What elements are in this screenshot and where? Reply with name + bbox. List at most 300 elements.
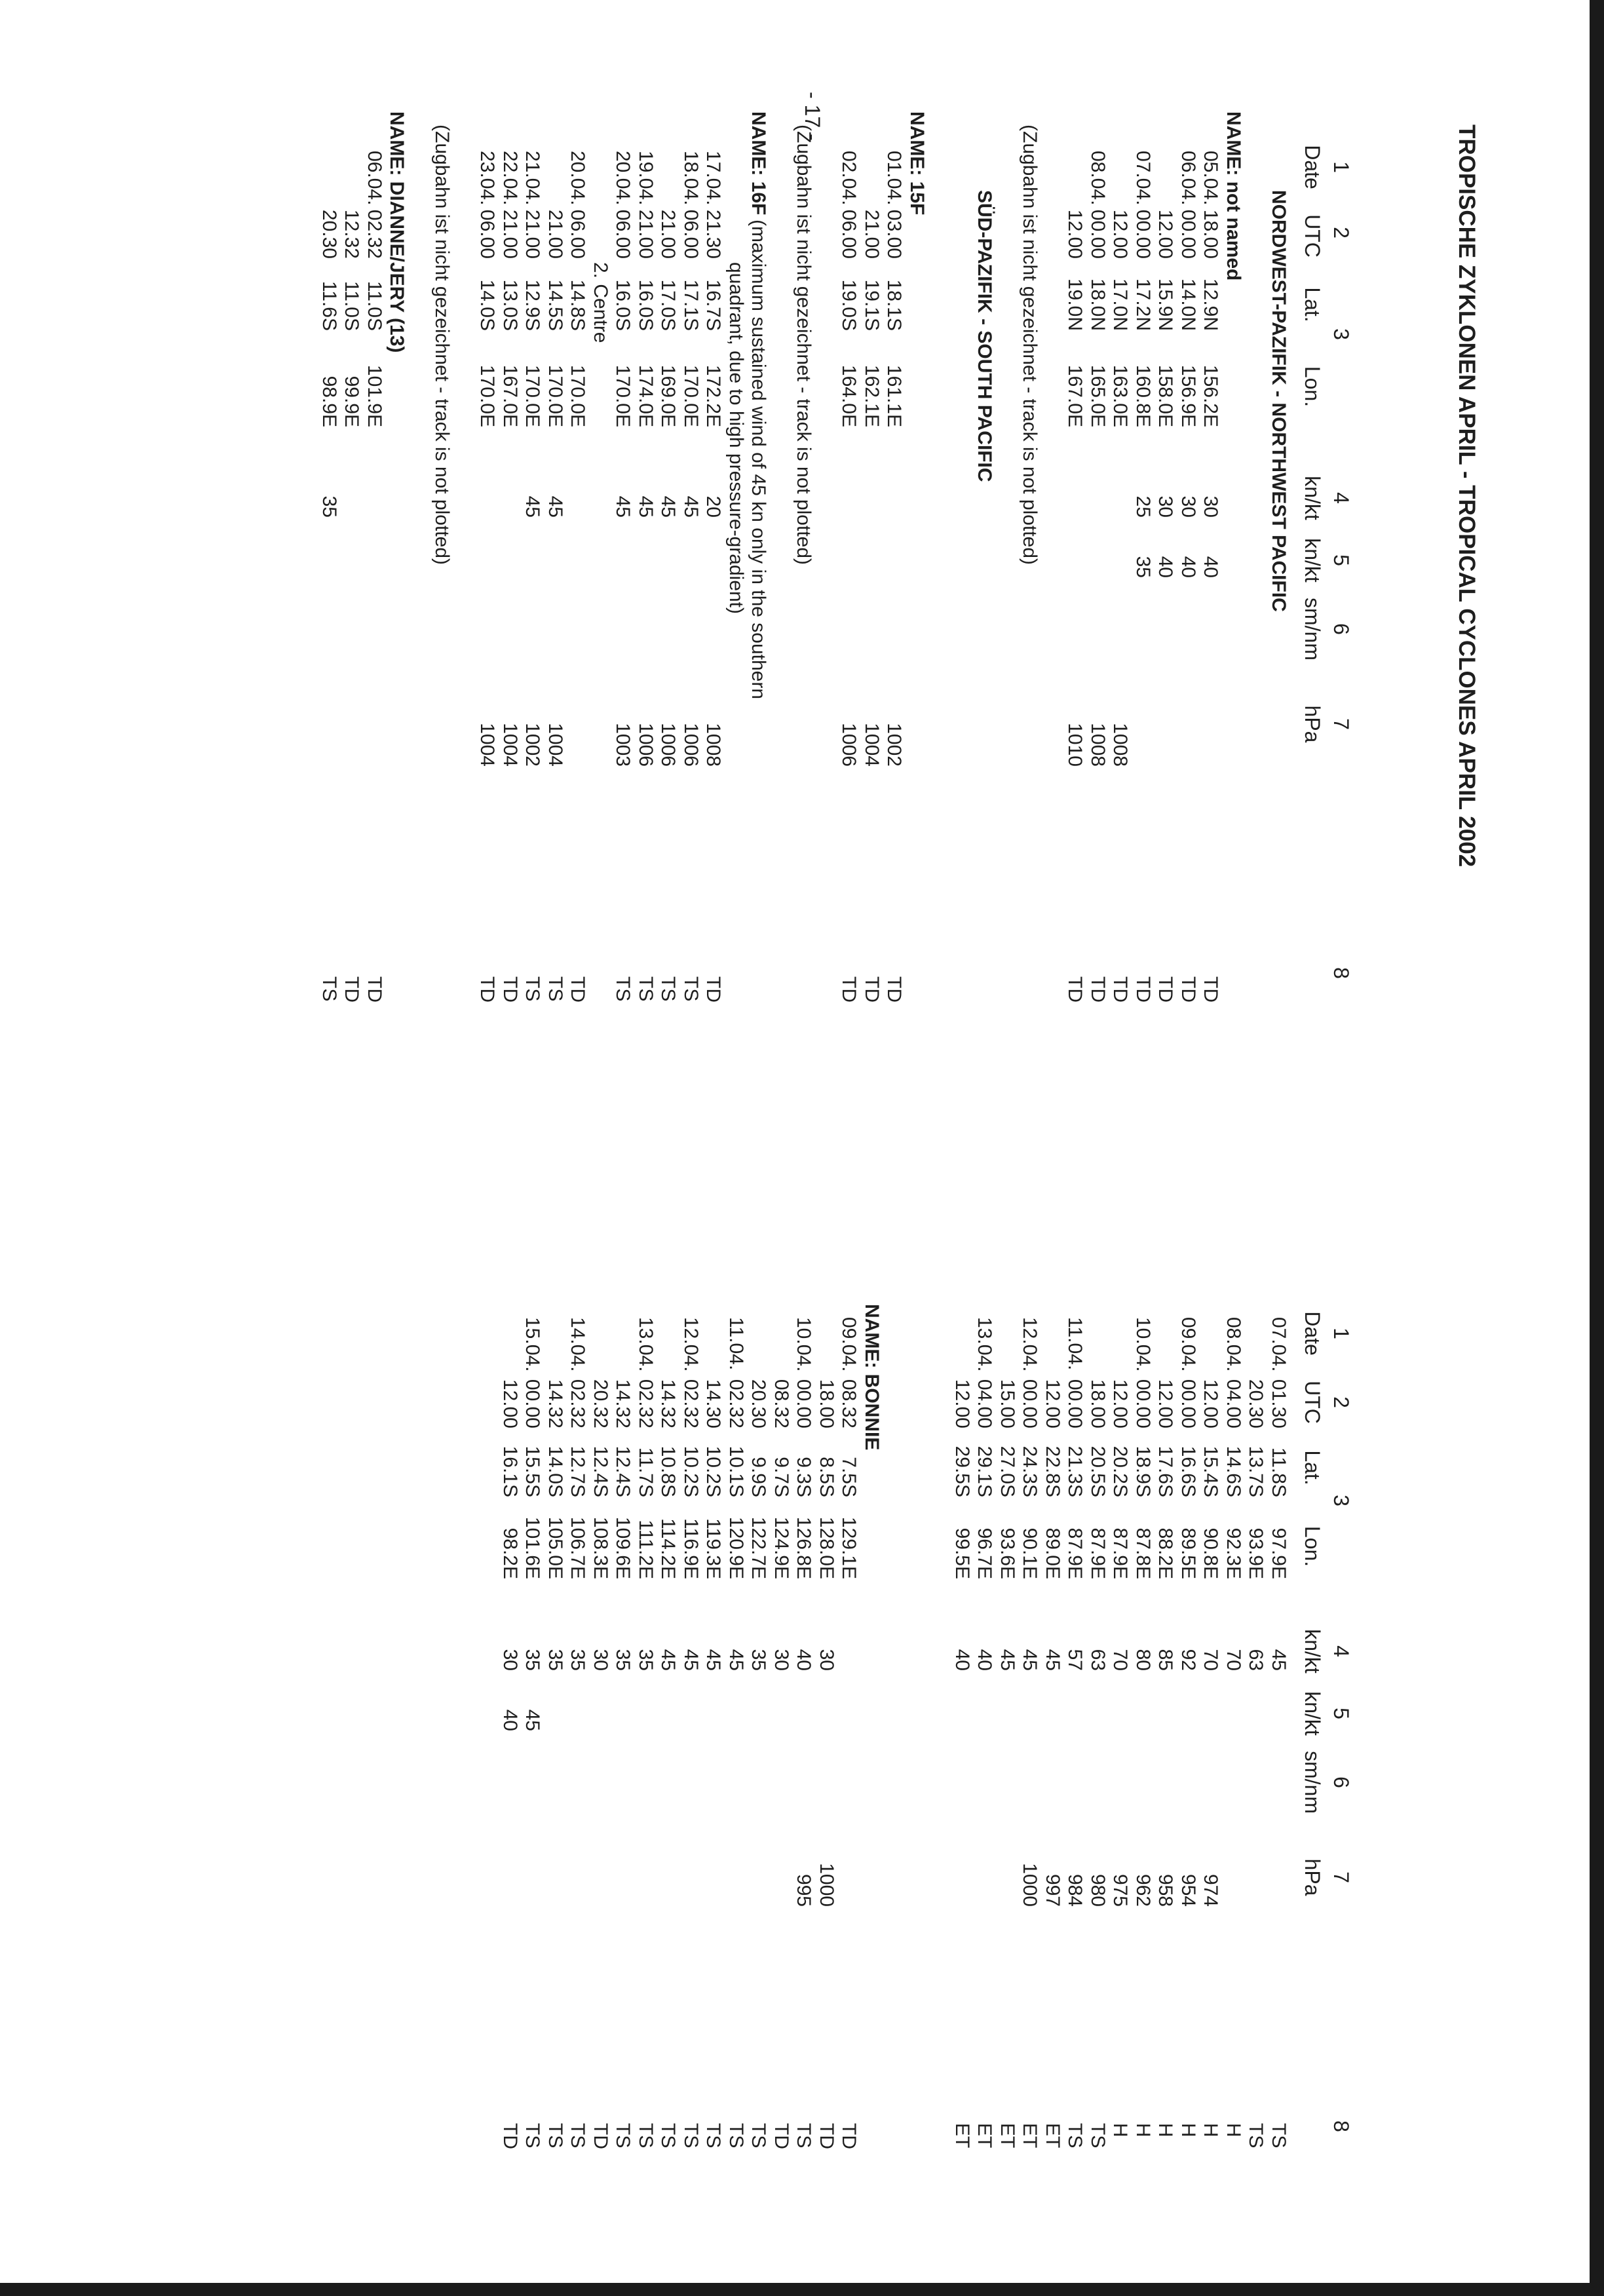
- blank-line: [928, 1153, 951, 2296]
- table-cell: TS: [680, 976, 702, 1002]
- table-cell: 02.32: [725, 1379, 747, 1428]
- table-cell: 1000: [816, 1863, 837, 1907]
- table-cell: 02.32: [680, 1379, 702, 1428]
- table-row: [476, 0, 499, 1127]
- table-cell: 10.2S: [702, 1445, 725, 1497]
- table-cell: TD: [499, 976, 521, 1003]
- table-cell: 16.0S: [612, 279, 634, 331]
- column-number: 7: [1329, 1871, 1353, 1883]
- table-row: [1086, 1153, 1109, 2296]
- cyclone-name: NAME: DIANNE/JERY (13): [386, 111, 408, 353]
- table-row: [657, 0, 679, 1127]
- table-cell: 92: [1177, 1649, 1199, 1671]
- table-cell: 111.2E: [635, 1520, 657, 1579]
- blank-line: [928, 0, 951, 1127]
- track-note: (Zugbahn ist nicht gezeichnet - track is not plotted): [793, 124, 815, 565]
- table-cell: 21.00: [544, 209, 566, 259]
- table-cell: TS: [612, 2123, 634, 2149]
- table-cell: 10.1S: [725, 1445, 747, 1497]
- table-cell: TD: [1087, 976, 1109, 1003]
- table-cell: 02.32: [635, 1379, 657, 1428]
- table-cell: H: [1132, 2123, 1154, 2137]
- table-cell: 10.2S: [680, 1445, 702, 1497]
- table-cell: H: [1155, 2123, 1177, 2137]
- table-cell: 63: [1087, 1649, 1109, 1671]
- table-row: [1109, 1153, 1132, 2296]
- table-cell: 30: [590, 1649, 611, 1671]
- table-cell: 17.6S: [1155, 1445, 1177, 1497]
- table-row: [1154, 0, 1177, 1127]
- table-cell: 9.7S: [771, 1457, 792, 1497]
- table-cell: 156.2E: [1200, 364, 1222, 427]
- table-cell: 08.32: [838, 1379, 860, 1428]
- table-row: [747, 1153, 770, 2296]
- table-cell: 90.1E: [1019, 1527, 1041, 1579]
- table-cell: ET: [974, 2123, 996, 2149]
- table-cell: 98.2E: [499, 1527, 521, 1579]
- table-cell: 120.9E: [725, 1516, 747, 1579]
- table-cell: 99.9E: [341, 375, 363, 427]
- table-cell: 57: [1064, 1649, 1086, 1671]
- table-cell: TS: [1087, 2123, 1109, 2149]
- text-line: [1267, 0, 1290, 1127]
- cyclone-name: NAME: 15F: [906, 111, 928, 216]
- table-cell: 105.0E: [544, 1516, 566, 1579]
- table-cell: 1002: [522, 723, 544, 767]
- table-cell: ET: [951, 2123, 973, 2149]
- table-cell: TD: [1177, 976, 1199, 1003]
- table-cell: 10.04.: [1132, 1317, 1154, 1372]
- column-number: 1: [1329, 1328, 1353, 1339]
- table-cell: 160.8E: [1132, 364, 1154, 427]
- table-row: [499, 1153, 522, 2296]
- table-cell: 156.9E: [1177, 364, 1199, 427]
- table-cell: 63: [1245, 1649, 1267, 1671]
- table-row: [340, 0, 363, 1127]
- table-cell: 08.04.: [1223, 1317, 1244, 1372]
- table-row: [679, 1153, 702, 2296]
- blank-line: [770, 0, 793, 1127]
- table-cell: 20.30: [748, 1379, 770, 1428]
- column-name: Lat.: [1301, 287, 1324, 322]
- table-cell: 13.04.: [974, 1317, 996, 1372]
- table-cell: 17.04.: [702, 151, 725, 206]
- table-cell: TD: [1155, 976, 1177, 1003]
- blank-line: [408, 0, 431, 1127]
- text-line: [385, 0, 408, 1127]
- table-cell: 45: [680, 495, 702, 518]
- remark-text: 2. Centre: [590, 262, 611, 343]
- table-row: [1132, 0, 1155, 1127]
- table-row: [1018, 1153, 1041, 2296]
- column-name: UTC: [1301, 1381, 1324, 1424]
- table-cell: 12.00: [1109, 209, 1132, 259]
- table-row: [1222, 1153, 1245, 2296]
- table-cell: 22.8S: [1042, 1445, 1063, 1497]
- table-cell: 98.9E: [318, 375, 340, 427]
- table-cell: 18.00: [1087, 1379, 1109, 1428]
- table-cell: 158.0E: [1155, 364, 1177, 427]
- table-cell: 126.8E: [793, 1516, 815, 1579]
- table-cell: 40: [793, 1649, 815, 1671]
- table-cell: 40: [499, 1709, 521, 1731]
- table-cell: 12.4S: [590, 1445, 611, 1497]
- table-cell: 25: [1132, 495, 1154, 518]
- table-cell: 16.6S: [1177, 1445, 1199, 1497]
- page-number: - 17 -: [801, 92, 824, 141]
- table-cell: 170.0E: [544, 364, 566, 427]
- table-cell: 18.0N: [1087, 278, 1109, 331]
- table-cell: 15.4S: [1200, 1445, 1222, 1497]
- table-cell: ET: [997, 2123, 1018, 2149]
- table-cell: H: [1177, 2123, 1199, 2137]
- table-row: [1244, 1153, 1267, 2296]
- table-cell: 8.5S: [816, 1457, 837, 1497]
- table-cell: 14.6S: [1223, 1445, 1244, 1497]
- blank-line: [996, 0, 1019, 1127]
- table-cell: 04.00: [1223, 1379, 1244, 1428]
- table-cell: 1002: [883, 723, 906, 767]
- text-line: [906, 0, 928, 1127]
- table-row: [860, 0, 883, 1127]
- column-name: hPa: [1301, 1858, 1324, 1896]
- table-cell: 13.0S: [499, 279, 521, 331]
- table-cell: 16.7S: [702, 279, 725, 331]
- table-cell: 17.0S: [657, 279, 679, 331]
- column-name: Lon.: [1301, 366, 1324, 408]
- table-cell: 40: [1177, 556, 1199, 578]
- table-cell: 1006: [635, 723, 657, 767]
- table-cell: 45: [1042, 1649, 1063, 1671]
- track-note: (Zugbahn ist nicht gezeichnet - track is not plotted): [1019, 124, 1041, 565]
- column-number: 3: [1329, 1495, 1353, 1506]
- cyclone-name: NAME: not named: [1223, 111, 1244, 281]
- table-cell: 997: [1042, 1873, 1063, 1907]
- table-cell: 12.9N: [1200, 278, 1222, 331]
- table-cell: 20.30: [318, 209, 340, 259]
- table-cell: 21.3S: [1064, 1445, 1086, 1497]
- table-cell: 80: [1132, 1649, 1154, 1671]
- table-cell: 161.1E: [883, 364, 906, 427]
- column-name: sm/nm: [1301, 598, 1324, 660]
- table-row: [521, 1153, 544, 2296]
- column-number: 2: [1329, 227, 1353, 239]
- table-cell: 21.00: [635, 209, 657, 259]
- table-cell: 14.30: [702, 1379, 725, 1428]
- table-cell: 70: [1109, 1649, 1132, 1671]
- table-cell: 09.04.: [838, 1317, 860, 1372]
- table-cell: 16.1S: [499, 1445, 521, 1497]
- column-number: 6: [1329, 1776, 1353, 1788]
- table-cell: 08.04.: [1087, 151, 1109, 206]
- table-cell: 00.00: [1177, 209, 1199, 259]
- table-cell: 70: [1223, 1649, 1244, 1671]
- text-line: [589, 0, 612, 1127]
- table-cell: 980: [1087, 1873, 1109, 1907]
- table-cell: 93.9E: [1245, 1527, 1267, 1579]
- table-cell: TS: [522, 976, 544, 1002]
- column-number: 4: [1329, 1645, 1353, 1657]
- table-cell: TD: [341, 976, 363, 1003]
- column-number: 8: [1329, 967, 1353, 979]
- table-cell: 30: [816, 1649, 837, 1671]
- table-cell: 06.00: [567, 209, 589, 259]
- table-cell: 35: [522, 1649, 544, 1671]
- table-cell: 170.0E: [476, 364, 499, 427]
- table-cell: 169.0E: [657, 364, 679, 427]
- table-cell: 45: [522, 495, 544, 518]
- table-row: [1154, 1153, 1177, 2296]
- column-header-left: [1283, 0, 1355, 1127]
- table-row: [318, 0, 341, 1127]
- table-cell: 20.04.: [612, 151, 634, 206]
- table-cell: 167.0E: [1064, 364, 1086, 427]
- table-cell: 00.00: [793, 1379, 815, 1428]
- table-cell: 170.0E: [680, 364, 702, 427]
- table-cell: 1004: [476, 723, 499, 767]
- table-cell: 10.04.: [793, 1317, 815, 1372]
- table-cell: 00.00: [1019, 1379, 1041, 1428]
- blank-line: [453, 0, 476, 1127]
- table-cell: 995: [793, 1873, 815, 1907]
- table-cell: 12.00: [1155, 1379, 1177, 1428]
- table-row: [499, 0, 522, 1127]
- table-cell: TS: [725, 2123, 747, 2149]
- table-cell: TS: [544, 2123, 566, 2149]
- table-cell: TS: [635, 976, 657, 1002]
- table-row: [702, 0, 725, 1127]
- left-table-lines: [318, 0, 1290, 1127]
- table-cell: 12.04.: [680, 1317, 702, 1372]
- table-cell: 7.5S: [838, 1457, 860, 1497]
- table-cell: 19.1S: [861, 279, 883, 331]
- table-cell: 20.5S: [1087, 1445, 1109, 1497]
- table-cell: 05.04.: [1200, 151, 1222, 206]
- right-table-lines: [499, 1153, 1290, 2296]
- table-row: [1063, 1153, 1086, 2296]
- table-cell: 109.6E: [612, 1516, 634, 1579]
- cyclone-name: NAME: 16F: [748, 111, 770, 216]
- column-name: kn/kt: [1301, 538, 1324, 583]
- cyclone-name: NAME: BONNIE: [861, 1304, 883, 1451]
- table-cell: 14.0S: [476, 279, 499, 331]
- table-cell: 984: [1064, 1873, 1086, 1907]
- table-row: [1132, 1153, 1155, 2296]
- table-cell: 45: [1268, 1649, 1289, 1671]
- table-row: [1041, 1153, 1064, 2296]
- table-cell: 87.9E: [1064, 1527, 1086, 1579]
- remark-text: (maximum sustained wind of 45 kn only in the southern: [748, 220, 770, 700]
- table-cell: TD: [1200, 976, 1222, 1003]
- table-cell: 20: [702, 495, 725, 518]
- table-row: [1086, 0, 1109, 1127]
- text-line: [1018, 0, 1041, 1127]
- table-cell: TD: [476, 976, 499, 1003]
- table-cell: 1003: [612, 723, 634, 767]
- table-cell: 14.8S: [567, 279, 589, 331]
- table-cell: 163.0E: [1109, 364, 1132, 427]
- table-cell: 40: [974, 1649, 996, 1671]
- table-row: [679, 0, 702, 1127]
- text-line: [747, 0, 770, 1127]
- table-cell: 06.04.: [364, 151, 385, 206]
- table-cell: H: [1223, 2123, 1244, 2137]
- table-cell: TS: [522, 2123, 544, 2149]
- table-cell: 35: [635, 1649, 657, 1671]
- table-row: [544, 0, 567, 1127]
- table-cell: TS: [793, 2123, 815, 2149]
- table-row: [657, 1153, 679, 2296]
- table-cell: 27.0S: [997, 1445, 1018, 1497]
- table-cell: 14.32: [657, 1379, 679, 1428]
- table-cell: 02.32: [364, 209, 385, 259]
- table-row: [1177, 0, 1200, 1127]
- column-header-right: [1283, 1153, 1355, 2296]
- table-cell: 18.1S: [883, 279, 906, 331]
- table-cell: TD: [1109, 976, 1132, 1003]
- table-row: [1199, 0, 1222, 1127]
- table-cell: 14.04.: [567, 1317, 589, 1372]
- table-row: [725, 1153, 748, 2296]
- table-cell: TD: [861, 976, 883, 1003]
- text-line: [973, 0, 996, 1127]
- table-cell: 20.30: [1245, 1379, 1267, 1428]
- table-cell: 00.00: [1132, 1379, 1154, 1428]
- table-row: [883, 0, 906, 1127]
- table-cell: TS: [748, 2123, 770, 2149]
- table-cell: 16.0S: [635, 279, 657, 331]
- table-cell: 20.2S: [1109, 1445, 1132, 1497]
- table-cell: 35: [567, 1649, 589, 1671]
- table-cell: 162.1E: [861, 364, 883, 427]
- table-cell: 124.9E: [771, 1516, 792, 1579]
- table-cell: 172.2E: [702, 364, 725, 427]
- table-cell: 00.00: [522, 1379, 544, 1428]
- column-name: Date: [1301, 1311, 1324, 1356]
- column-number: 7: [1329, 718, 1353, 730]
- table-cell: TD: [838, 2123, 860, 2149]
- table-cell: 00.00: [1064, 1379, 1086, 1428]
- table-cell: 101.9E: [364, 364, 385, 427]
- table-cell: 21.00: [861, 209, 883, 259]
- table-cell: 45: [657, 1649, 679, 1671]
- table-cell: TD: [1064, 976, 1086, 1003]
- table-cell: TS: [1245, 2123, 1267, 2149]
- table-cell: 40: [951, 1649, 973, 1671]
- table-row: [1267, 1153, 1290, 2296]
- table-row: [792, 1153, 815, 2296]
- table-cell: 24.3S: [1019, 1445, 1041, 1497]
- table-cell: 15.5S: [522, 1445, 544, 1497]
- table-cell: 93.6E: [997, 1527, 1018, 1579]
- table-cell: 18.00: [816, 1379, 837, 1428]
- table-cell: 975: [1109, 1873, 1132, 1907]
- table-cell: 40: [1155, 556, 1177, 578]
- table-cell: TD: [567, 976, 589, 1003]
- table-cell: H: [1109, 2123, 1132, 2137]
- blank-line: [1041, 0, 1064, 1127]
- track-note: (Zugbahn ist nicht gezeichnet - track is not plotted): [431, 124, 453, 565]
- table-cell: 21.00: [657, 209, 679, 259]
- table-cell: 12.00: [1042, 1379, 1063, 1428]
- table-cell: 17.2N: [1132, 278, 1154, 331]
- text-line: [792, 0, 815, 1127]
- table-cell: 170.0E: [612, 364, 634, 427]
- table-cell: 45: [635, 495, 657, 518]
- table-cell: 00.00: [1087, 209, 1109, 259]
- table-row: [1199, 1153, 1222, 2296]
- table-row: [589, 1153, 612, 2296]
- table-cell: 29.1S: [974, 1445, 996, 1497]
- table-cell: 11.04.: [725, 1317, 747, 1371]
- table-cell: 106.7E: [567, 1516, 589, 1579]
- table-row: [951, 1153, 974, 2296]
- table-cell: 23.04.: [476, 151, 499, 206]
- table-cell: 119.3E: [702, 1518, 725, 1579]
- table-cell: 18.9S: [1132, 1445, 1154, 1497]
- table-cell: 07.04.: [1132, 151, 1154, 206]
- section-heading: NORDWEST-PAZIFIK - NORTHWEST PACIFIC: [1268, 190, 1289, 612]
- table-cell: ET: [1019, 2123, 1041, 2149]
- table-row: [544, 1153, 567, 2296]
- table-cell: 00.00: [1132, 209, 1154, 259]
- table-cell: 30: [1155, 495, 1177, 518]
- table-row: [996, 1153, 1019, 2296]
- table-cell: 45: [522, 1709, 544, 1731]
- table-cell: 35: [612, 1649, 634, 1671]
- column-name: UTC: [1301, 214, 1324, 258]
- table-cell: TS: [1064, 2123, 1086, 2149]
- table-row: [634, 0, 657, 1127]
- table-cell: 128.0E: [816, 1516, 837, 1579]
- table-cell: 165.0E: [1087, 364, 1109, 427]
- table-cell: TD: [499, 2123, 521, 2149]
- table-cell: 45: [544, 495, 566, 518]
- table-cell: 90.8E: [1200, 1527, 1222, 1579]
- table-cell: 45: [997, 1649, 1018, 1671]
- table-cell: 14.0N: [1177, 278, 1199, 331]
- table-cell: 15.9N: [1155, 278, 1177, 331]
- table-row: [770, 1153, 793, 2296]
- table-cell: TD: [364, 976, 385, 1003]
- table-cell: 40: [1200, 556, 1222, 578]
- table-cell: 02.04.: [838, 151, 860, 206]
- table-cell: 19.04.: [635, 151, 657, 206]
- table-cell: 14.32: [612, 1379, 634, 1428]
- blank-line: [815, 0, 838, 1127]
- table-cell: 87.9E: [1109, 1527, 1132, 1579]
- table-cell: 167.0E: [499, 364, 521, 427]
- table-cell: 1000: [1019, 1863, 1041, 1907]
- table-row: [702, 1153, 725, 2296]
- table-cell: 11.8S: [1268, 1447, 1289, 1497]
- table-cell: 85: [1155, 1649, 1177, 1671]
- table-cell: 89.5E: [1177, 1527, 1199, 1579]
- table-cell: 89.0E: [1042, 1527, 1063, 1579]
- table-cell: TS: [702, 2123, 725, 2149]
- table-cell: 88.2E: [1155, 1527, 1177, 1579]
- table-cell: ET: [1042, 2123, 1063, 2149]
- table-cell: 12.7S: [567, 1445, 589, 1497]
- table-cell: 14.0S: [544, 1445, 566, 1497]
- table-cell: 954: [1177, 1873, 1199, 1907]
- text-line: [860, 1153, 883, 2296]
- table-cell: 45: [1019, 1649, 1041, 1671]
- table-cell: 11.04.: [1064, 1317, 1086, 1371]
- text-line: [725, 0, 748, 1127]
- column-number: 1: [1329, 161, 1353, 173]
- table-cell: 35: [544, 1649, 566, 1671]
